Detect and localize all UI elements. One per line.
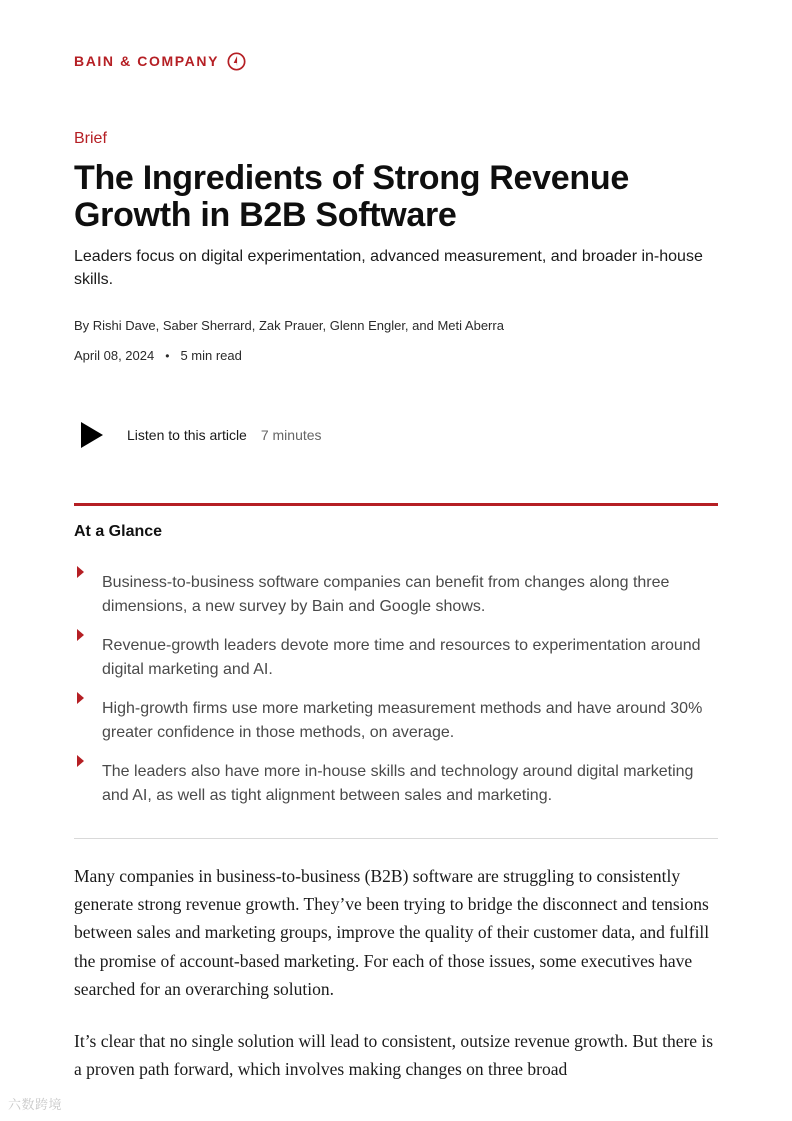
bain-logo[interactable] <box>74 51 246 71</box>
at-a-glance-heading: At a Glance <box>74 523 163 540</box>
read-time: 5 min read <box>180 348 242 363</box>
list-item-text: Business-to-business software companies can benefit from changes along three dimensions, a new survey by Bain and Google shows. <box>102 574 670 615</box>
audio-duration: 7 minutes <box>260 427 322 443</box>
triangle-bullet-icon <box>77 629 84 641</box>
watermark: 六数跨境 <box>8 1097 63 1112</box>
triangle-bullet-icon <box>77 755 84 767</box>
list-item <box>74 689 718 752</box>
list-item <box>74 752 718 815</box>
body-paragraph: Many companies in business-to-business (B2B) software are struggling to consistently generate strong revenue growth. They’ve been trying to bridge the disconnect and tensions between sales and marketing groups, improve the quality of their customer data, and fulfill the promise of account-based marketing. For each of those issues, some executives have searched for an overarching solution. <box>74 866 710 999</box>
article-type-label: Brief <box>74 130 107 147</box>
play-button[interactable] <box>74 418 110 452</box>
article-subtitle: Leaders focus on digital experimentation, advanced measurement, and broader in-house skills. <box>74 248 703 288</box>
body-paragraph: It’s clear that no single solution will lead to consistent, outsize revenue growth. But there is a proven path forward, which involves making changes on three broad <box>74 1031 714 1080</box>
listen-label[interactable]: Listen to this article <box>127 427 247 443</box>
article-meta <box>74 348 242 363</box>
list-item-text: High-growth firms use more marketing measurement methods and have around 30% greater confidence in those methods, on average. <box>102 700 703 741</box>
at-a-glance-list <box>74 563 718 815</box>
logo-text: BAIN & COMPANY <box>74 53 220 69</box>
list-item-text: Revenue-growth leaders devote more time and resources to experimentation around digital marketing and AI. <box>102 637 701 678</box>
section-divider-gray <box>74 838 718 839</box>
publish-date: April 08, 2024 <box>74 348 155 363</box>
triangle-bullet-icon <box>77 566 84 578</box>
triangle-bullet-icon <box>77 692 84 704</box>
article-byline: By Rishi Dave, Saber Sherrard, Zak Prauer, Glenn Engler, and Meti Aberra <box>74 318 504 333</box>
list-item-text: The leaders also have more in-house skills and technology around digital marketing and AI, as well as tight alignment between sales and marketing. <box>102 763 694 804</box>
page-title: The Ingredients of Strong Revenue Growth in B2B Software <box>74 159 629 234</box>
list-item <box>74 626 718 689</box>
list-item <box>74 563 718 626</box>
meta-separator: • <box>165 348 170 363</box>
audio-player <box>74 418 322 452</box>
play-icon <box>80 421 104 449</box>
section-divider-red <box>74 503 718 506</box>
compass-circle-icon <box>227 52 246 71</box>
